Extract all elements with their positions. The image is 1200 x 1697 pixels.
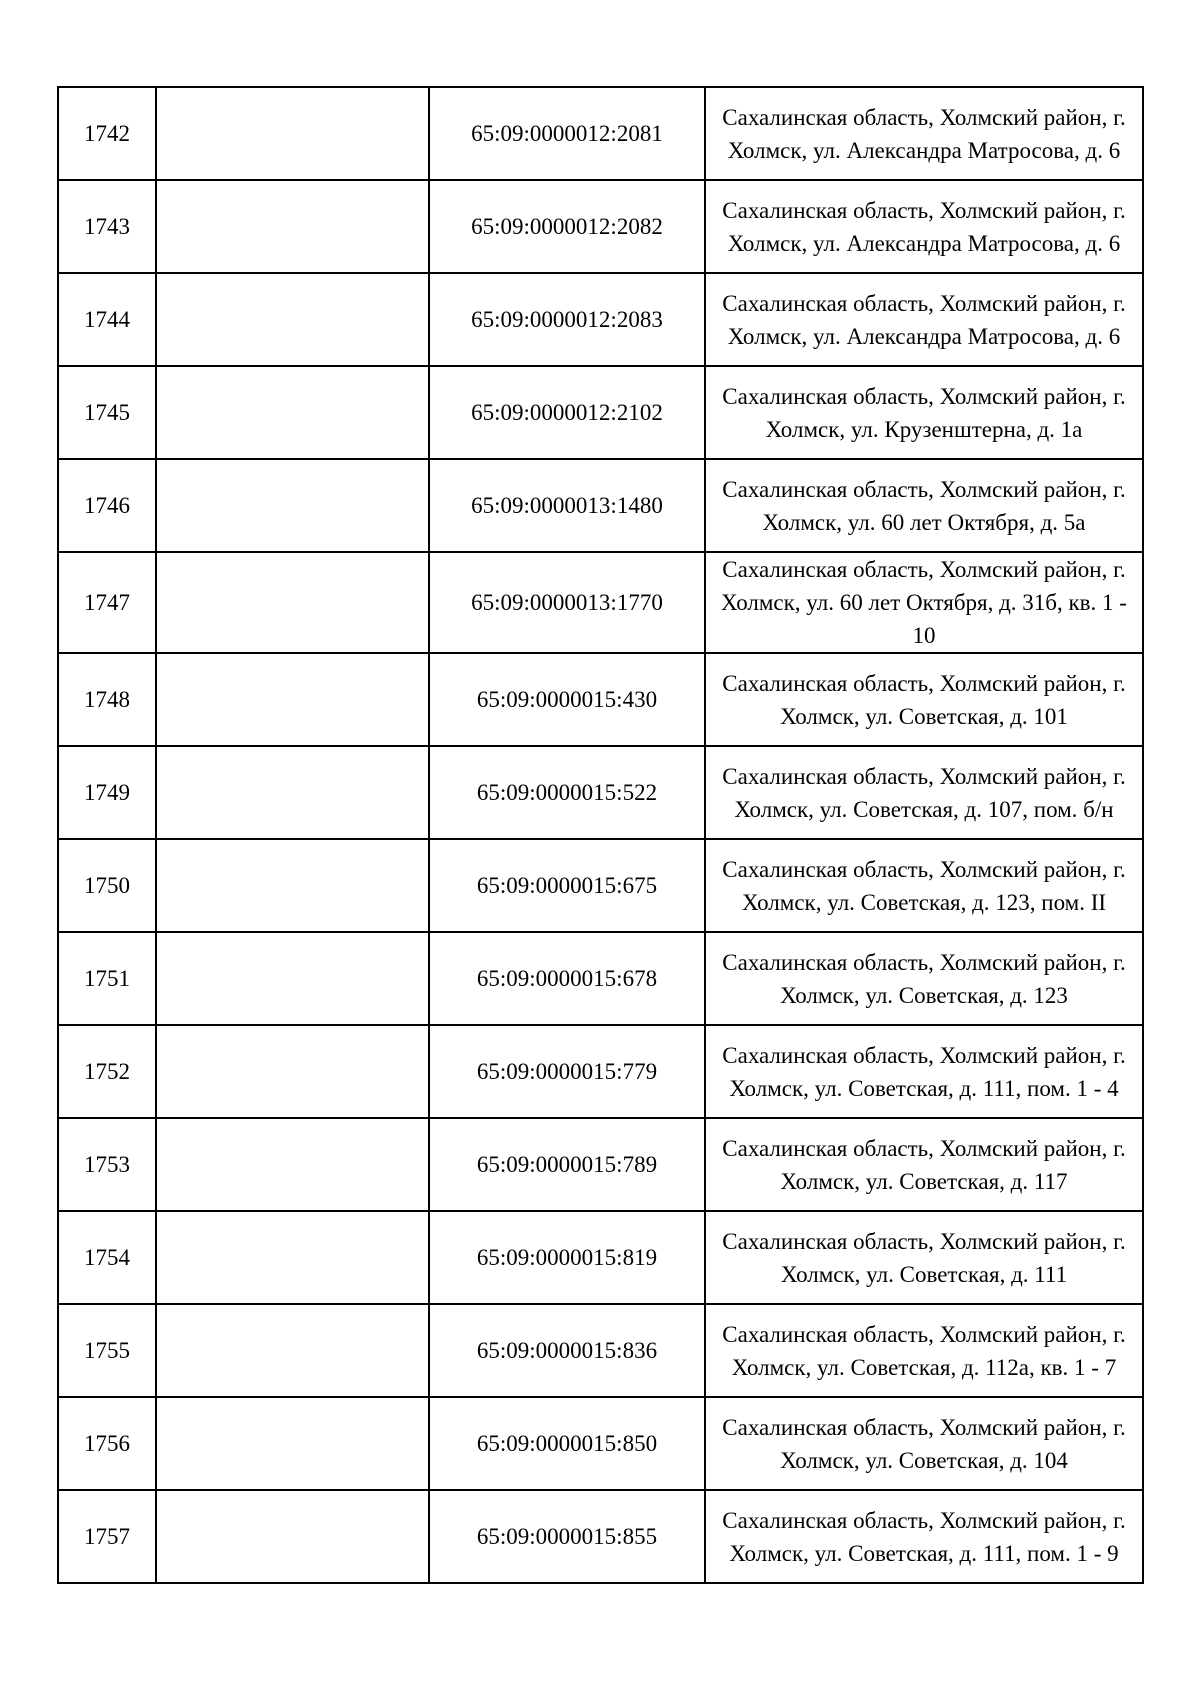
row-number-cell: 1747 [58,552,156,653]
cadastral-number-cell: 65:09:0000015:819 [429,1211,705,1304]
row-number-cell: 1751 [58,932,156,1025]
cadastral-number-cell: 65:09:0000015:836 [429,1304,705,1397]
address-cell: Сахалинская область, Холмский район, г. Холмск, ул. Советская, д. 123 [705,932,1143,1025]
address-cell: Сахалинская область, Холмский район, г. Холмск, ул. Александра Матросова, д. 6 [705,180,1143,273]
address-cell: Сахалинская область, Холмский район, г. Холмск, ул. Советская, д. 101 [705,653,1143,746]
empty-cell [156,552,429,653]
empty-cell [156,366,429,459]
empty-cell [156,1211,429,1304]
cadastral-number-cell: 65:09:0000012:2083 [429,273,705,366]
address-cell: Сахалинская область, Холмский район, г. Холмск, ул. Александра Матросова, д. 6 [705,87,1143,180]
empty-cell [156,273,429,366]
row-number-cell: 1746 [58,459,156,552]
empty-cell [156,1025,429,1118]
cadastral-number-cell: 65:09:0000015:430 [429,653,705,746]
row-number-cell: 1744 [58,273,156,366]
table-row [58,839,1143,932]
table-row [58,1211,1143,1304]
cadastral-number-cell: 65:09:0000013:1480 [429,459,705,552]
cadastral-number-cell: 65:09:0000012:2081 [429,87,705,180]
table-row [58,1025,1143,1118]
row-number-cell: 1755 [58,1304,156,1397]
table-row [58,1397,1143,1490]
row-number-cell: 1754 [58,1211,156,1304]
table-row [58,932,1143,1025]
table-row [58,1118,1143,1211]
row-number-cell: 1748 [58,653,156,746]
registry-table-body [58,87,1143,1583]
cadastral-number-cell: 65:09:0000015:675 [429,839,705,932]
address-cell: Сахалинская область, Холмский район, г. Холмск, ул. 60 лет Октября, д. 5а [705,459,1143,552]
row-number-cell: 1756 [58,1397,156,1490]
cadastral-number-cell: 65:09:0000015:678 [429,932,705,1025]
row-number-cell: 1753 [58,1118,156,1211]
empty-cell [156,1397,429,1490]
address-cell: Сахалинская область, Холмский район, г. Холмск, ул. Советская, д. 104 [705,1397,1143,1490]
empty-cell [156,1304,429,1397]
table-row [58,552,1143,653]
empty-cell [156,87,429,180]
table-row [58,273,1143,366]
address-cell: Сахалинская область, Холмский район, г. Холмск, ул. 60 лет Октября, д. 31б, кв. 1 - 10 [705,552,1143,653]
empty-cell [156,459,429,552]
empty-cell [156,839,429,932]
cadastral-number-cell: 65:09:0000015:779 [429,1025,705,1118]
table-row [58,1304,1143,1397]
row-number-cell: 1742 [58,87,156,180]
row-number-cell: 1757 [58,1490,156,1583]
cadastral-number-cell: 65:09:0000012:2102 [429,366,705,459]
empty-cell [156,180,429,273]
address-cell: Сахалинская область, Холмский район, г. Холмск, ул. Советская, д. 111 [705,1211,1143,1304]
address-cell: Сахалинская область, Холмский район, г. Холмск, ул. Советская, д. 117 [705,1118,1143,1211]
table-row [58,366,1143,459]
address-cell: Сахалинская область, Холмский район, г. Холмск, ул. Крузенштерна, д. 1а [705,366,1143,459]
address-cell: Сахалинская область, Холмский район, г. Холмск, ул. Советская, д. 107, пом. б/н [705,746,1143,839]
cadastral-number-cell: 65:09:0000015:850 [429,1397,705,1490]
property-registry-table [57,86,1144,1584]
empty-cell [156,746,429,839]
cadastral-number-cell: 65:09:0000015:855 [429,1490,705,1583]
empty-cell [156,1490,429,1583]
table-row [58,87,1143,180]
empty-cell [156,932,429,1025]
address-cell: Сахалинская область, Холмский район, г. Холмск, ул. Советская, д. 111, пом. 1 - 4 [705,1025,1143,1118]
table-row [58,1490,1143,1583]
row-number-cell: 1745 [58,366,156,459]
cadastral-number-cell: 65:09:0000015:522 [429,746,705,839]
row-number-cell: 1750 [58,839,156,932]
row-number-cell: 1743 [58,180,156,273]
address-cell: Сахалинская область, Холмский район, г. Холмск, ул. Советская, д. 112а, кв. 1 - 7 [705,1304,1143,1397]
empty-cell [156,653,429,746]
empty-cell [156,1118,429,1211]
table-row [58,746,1143,839]
address-cell: Сахалинская область, Холмский район, г. Холмск, ул. Александра Матросова, д. 6 [705,273,1143,366]
cadastral-number-cell: 65:09:0000012:2082 [429,180,705,273]
row-number-cell: 1752 [58,1025,156,1118]
cadastral-number-cell: 65:09:0000013:1770 [429,552,705,653]
table-row [58,653,1143,746]
address-cell: Сахалинская область, Холмский район, г. Холмск, ул. Советская, д. 111, пом. 1 - 9 [705,1490,1143,1583]
table-row [58,459,1143,552]
table-row [58,180,1143,273]
address-cell: Сахалинская область, Холмский район, г. Холмск, ул. Советская, д. 123, пом. II [705,839,1143,932]
row-number-cell: 1749 [58,746,156,839]
cadastral-number-cell: 65:09:0000015:789 [429,1118,705,1211]
